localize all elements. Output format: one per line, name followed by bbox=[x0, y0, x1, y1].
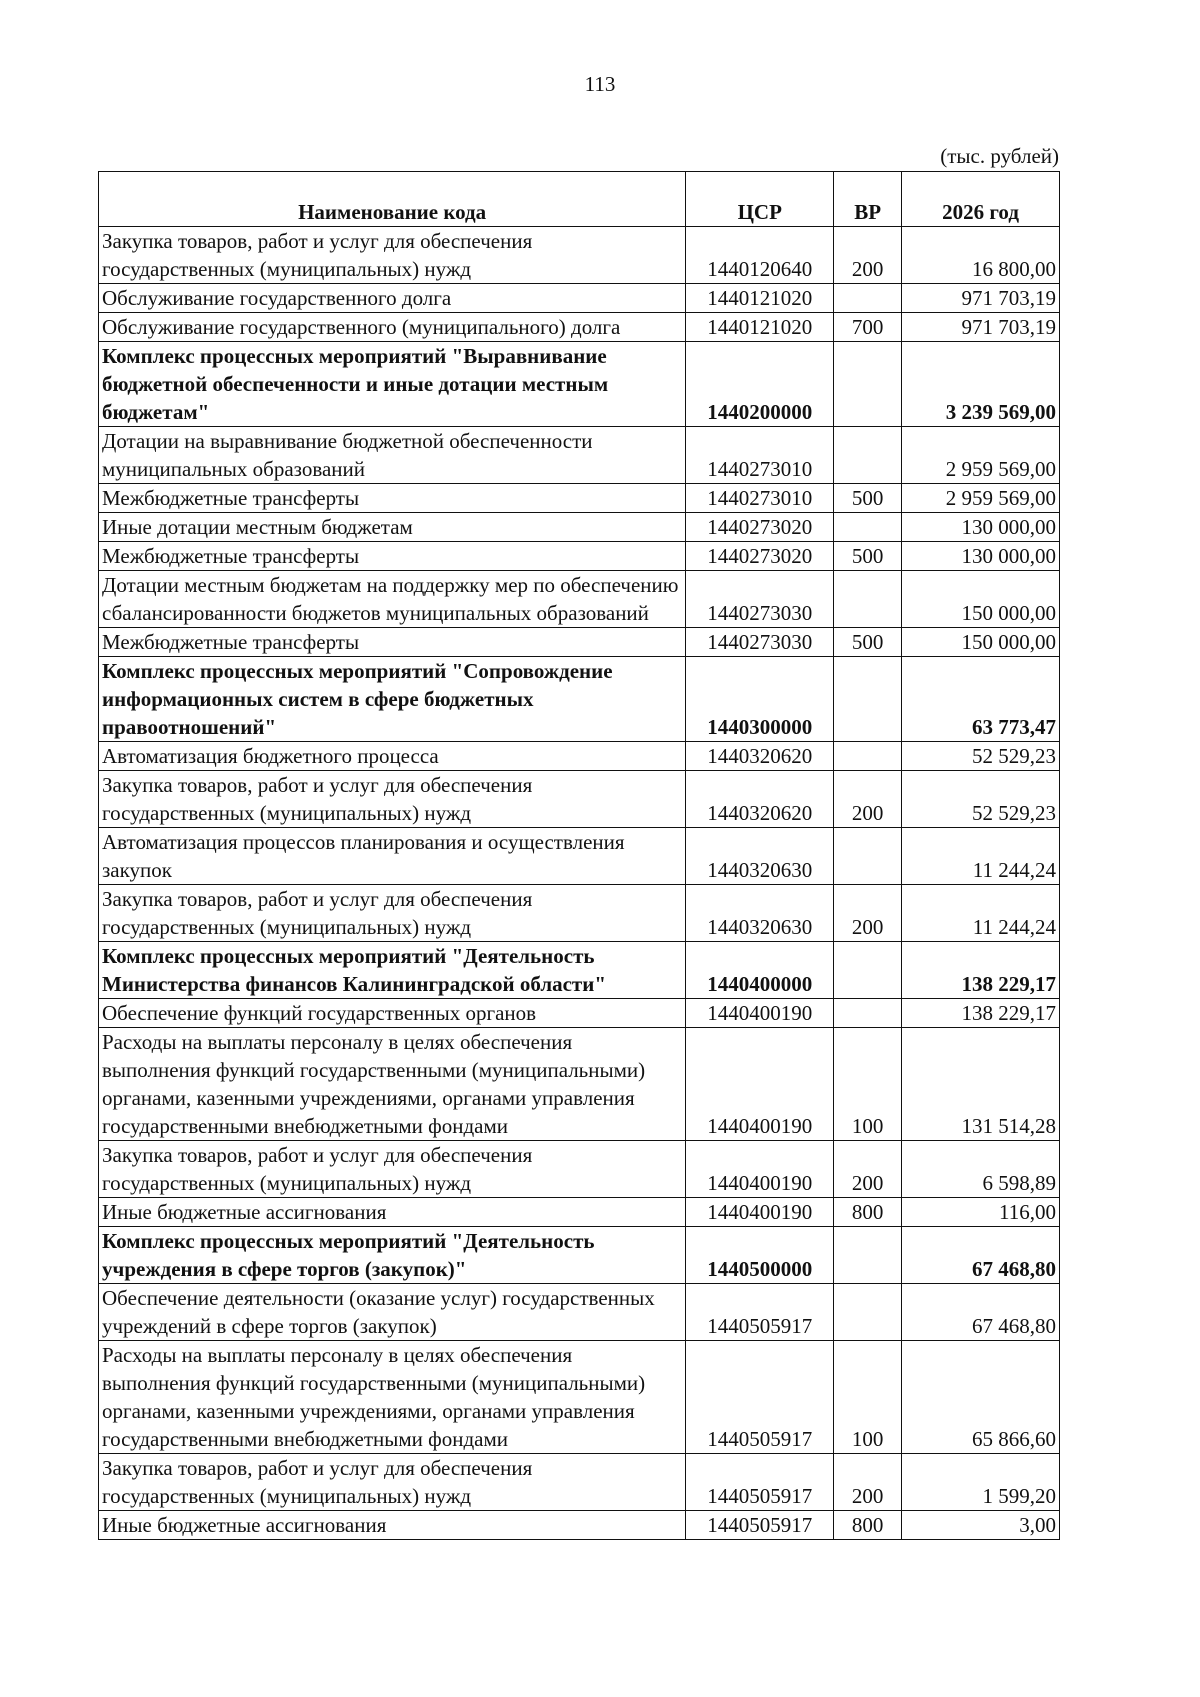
row-name: Автоматизация бюджетного процесса bbox=[99, 742, 686, 771]
row-amount: 2 959 569,00 bbox=[902, 427, 1060, 484]
header-name: Наименование кода bbox=[99, 172, 686, 227]
row-csr: 1440273030 bbox=[686, 571, 834, 628]
row-vr: 500 bbox=[834, 628, 902, 657]
table-row bbox=[99, 771, 1060, 828]
row-csr: 1440300000 bbox=[686, 657, 834, 742]
row-csr: 1440400190 bbox=[686, 1198, 834, 1227]
table-row bbox=[99, 542, 1060, 571]
row-csr: 1440500000 bbox=[686, 1227, 834, 1284]
row-amount: 130 000,00 bbox=[902, 542, 1060, 571]
table-row bbox=[99, 1511, 1060, 1540]
row-vr: 200 bbox=[834, 1454, 902, 1511]
budget-table bbox=[98, 171, 1060, 1540]
row-name: Автоматизация процессов планирования и осуществления закупок bbox=[99, 828, 686, 885]
row-csr: 1440120640 bbox=[686, 227, 834, 284]
row-name: Расходы на выплаты персоналу в целях обеспечения выполнения функций государственными (муниципальными) органами, казенными учреждениями, органами управления государственными внебюджетными фондами bbox=[99, 1341, 686, 1454]
row-amount: 150 000,00 bbox=[902, 628, 1060, 657]
table-row bbox=[99, 484, 1060, 513]
row-name: Обслуживание государственного долга bbox=[99, 284, 686, 313]
row-csr: 1440273020 bbox=[686, 513, 834, 542]
row-amount: 971 703,19 bbox=[902, 313, 1060, 342]
row-name: Иные бюджетные ассигнования bbox=[99, 1511, 686, 1540]
row-amount: 971 703,19 bbox=[902, 284, 1060, 313]
row-amount: 11 244,24 bbox=[902, 885, 1060, 942]
row-csr: 1440200000 bbox=[686, 342, 834, 427]
row-name: Комплекс процессных мероприятий "Деятельность Министерства финансов Калининградской области" bbox=[99, 942, 686, 999]
row-amount: 67 468,80 bbox=[902, 1284, 1060, 1341]
row-amount: 52 529,23 bbox=[902, 742, 1060, 771]
table-row bbox=[99, 227, 1060, 284]
table-row bbox=[99, 1341, 1060, 1454]
row-csr: 1440320620 bbox=[686, 742, 834, 771]
table-row bbox=[99, 942, 1060, 999]
row-amount: 150 000,00 bbox=[902, 571, 1060, 628]
table-row bbox=[99, 1198, 1060, 1227]
table-row bbox=[99, 1454, 1060, 1511]
row-csr: 1440320630 bbox=[686, 885, 834, 942]
row-csr: 1440320630 bbox=[686, 828, 834, 885]
row-name: Иные дотации местным бюджетам bbox=[99, 513, 686, 542]
row-vr bbox=[834, 284, 902, 313]
row-csr: 1440400000 bbox=[686, 942, 834, 999]
row-vr bbox=[834, 1284, 902, 1341]
row-name: Закупка товаров, работ и услуг для обеспечения государственных (муниципальных) нужд bbox=[99, 1454, 686, 1511]
row-amount: 1 599,20 bbox=[902, 1454, 1060, 1511]
table-row bbox=[99, 427, 1060, 484]
row-amount: 63 773,47 bbox=[902, 657, 1060, 742]
row-csr: 1440273020 bbox=[686, 542, 834, 571]
row-name: Закупка товаров, работ и услуг для обеспечения государственных (муниципальных) нужд bbox=[99, 227, 686, 284]
table-row bbox=[99, 742, 1060, 771]
page-number: 113 bbox=[584, 72, 616, 96]
row-csr: 1440273010 bbox=[686, 484, 834, 513]
table-row bbox=[99, 284, 1060, 313]
row-vr bbox=[834, 828, 902, 885]
row-name: Комплекс процессных мероприятий "Выравнивание бюджетной обеспеченности и иные дотации местным бюджетам" bbox=[99, 342, 686, 427]
row-name: Комплекс процессных мероприятий "Сопровождение информационных систем в сфере бюджетных правоотношений" bbox=[99, 657, 686, 742]
table-row bbox=[99, 628, 1060, 657]
table-row bbox=[99, 571, 1060, 628]
row-vr: 500 bbox=[834, 484, 902, 513]
row-amount: 3,00 bbox=[902, 1511, 1060, 1540]
row-vr: 800 bbox=[834, 1511, 902, 1540]
table-row bbox=[99, 342, 1060, 427]
row-vr: 200 bbox=[834, 1141, 902, 1198]
row-name: Расходы на выплаты персоналу в целях обеспечения выполнения функций государственными (муниципальными) органами, казенными учреждениями, органами управления государственными внебюджетными фондами bbox=[99, 1028, 686, 1141]
table-body bbox=[99, 227, 1060, 1540]
row-name: Обслуживание государственного (муниципального) долга bbox=[99, 313, 686, 342]
row-amount: 3 239 569,00 bbox=[902, 342, 1060, 427]
row-name: Обеспечение деятельности (оказание услуг) государственных учреждений в сфере торгов (закупок) bbox=[99, 1284, 686, 1341]
row-vr bbox=[834, 657, 902, 742]
row-name: Дотации на выравнивание бюджетной обеспеченности муниципальных образований bbox=[99, 427, 686, 484]
row-vr bbox=[834, 942, 902, 999]
row-amount: 116,00 bbox=[902, 1198, 1060, 1227]
row-csr: 1440400190 bbox=[686, 1141, 834, 1198]
row-name: Обеспечение функций государственных органов bbox=[99, 999, 686, 1028]
row-name: Закупка товаров, работ и услуг для обеспечения государственных (муниципальных) нужд bbox=[99, 1141, 686, 1198]
row-vr: 800 bbox=[834, 1198, 902, 1227]
table-row bbox=[99, 1227, 1060, 1284]
row-csr: 1440505917 bbox=[686, 1454, 834, 1511]
row-vr bbox=[834, 1227, 902, 1284]
row-vr bbox=[834, 571, 902, 628]
row-name: Межбюджетные трансферты bbox=[99, 484, 686, 513]
row-vr: 500 bbox=[834, 542, 902, 571]
row-vr bbox=[834, 513, 902, 542]
row-name: Межбюджетные трансферты bbox=[99, 542, 686, 571]
row-csr: 1440273010 bbox=[686, 427, 834, 484]
header-csr: ЦСР bbox=[686, 172, 834, 227]
row-amount: 16 800,00 bbox=[902, 227, 1060, 284]
row-vr bbox=[834, 342, 902, 427]
row-name: Иные бюджетные ассигнования bbox=[99, 1198, 686, 1227]
row-csr: 1440505917 bbox=[686, 1511, 834, 1540]
header-vr: ВР bbox=[834, 172, 902, 227]
row-name: Закупка товаров, работ и услуг для обеспечения государственных (муниципальных) нужд bbox=[99, 771, 686, 828]
row-amount: 130 000,00 bbox=[902, 513, 1060, 542]
row-amount: 67 468,80 bbox=[902, 1227, 1060, 1284]
row-vr bbox=[834, 999, 902, 1028]
row-csr: 1440121020 bbox=[686, 284, 834, 313]
row-vr bbox=[834, 427, 902, 484]
row-amount: 131 514,28 bbox=[902, 1028, 1060, 1141]
table-row bbox=[99, 313, 1060, 342]
row-csr: 1440320620 bbox=[686, 771, 834, 828]
table-row bbox=[99, 999, 1060, 1028]
row-amount: 138 229,17 bbox=[902, 999, 1060, 1028]
row-vr: 200 bbox=[834, 885, 902, 942]
row-csr: 1440505917 bbox=[686, 1341, 834, 1454]
row-vr: 100 bbox=[834, 1028, 902, 1141]
table-row bbox=[99, 1028, 1060, 1141]
row-csr: 1440505917 bbox=[686, 1284, 834, 1341]
row-amount: 138 229,17 bbox=[902, 942, 1060, 999]
table-header-row bbox=[99, 172, 1060, 227]
row-vr bbox=[834, 742, 902, 771]
row-amount: 6 598,89 bbox=[902, 1141, 1060, 1198]
row-csr: 1440400190 bbox=[686, 999, 834, 1028]
row-vr: 200 bbox=[834, 771, 902, 828]
row-name: Комплекс процессных мероприятий "Деятельность учреждения в сфере торгов (закупок)" bbox=[99, 1227, 686, 1284]
table-row bbox=[99, 885, 1060, 942]
row-vr: 700 bbox=[834, 313, 902, 342]
row-amount: 52 529,23 bbox=[902, 771, 1060, 828]
row-amount: 11 244,24 bbox=[902, 828, 1060, 885]
table-row bbox=[99, 513, 1060, 542]
row-amount: 65 866,60 bbox=[902, 1341, 1060, 1454]
units-label: (тыс. рублей) bbox=[940, 144, 1059, 168]
row-amount: 2 959 569,00 bbox=[902, 484, 1060, 513]
row-vr: 100 bbox=[834, 1341, 902, 1454]
row-vr: 200 bbox=[834, 227, 902, 284]
table-row bbox=[99, 1284, 1060, 1341]
table-row bbox=[99, 1141, 1060, 1198]
row-csr: 1440121020 bbox=[686, 313, 834, 342]
row-csr: 1440273030 bbox=[686, 628, 834, 657]
row-name: Межбюджетные трансферты bbox=[99, 628, 686, 657]
table-row bbox=[99, 657, 1060, 742]
table-row bbox=[99, 828, 1060, 885]
row-name: Закупка товаров, работ и услуг для обеспечения государственных (муниципальных) нужд bbox=[99, 885, 686, 942]
row-name: Дотации местным бюджетам на поддержку мер по обеспечению сбалансированности бюджетов муниципальных образований bbox=[99, 571, 686, 628]
header-amount: 2026 год bbox=[902, 172, 1060, 227]
row-csr: 1440400190 bbox=[686, 1028, 834, 1141]
